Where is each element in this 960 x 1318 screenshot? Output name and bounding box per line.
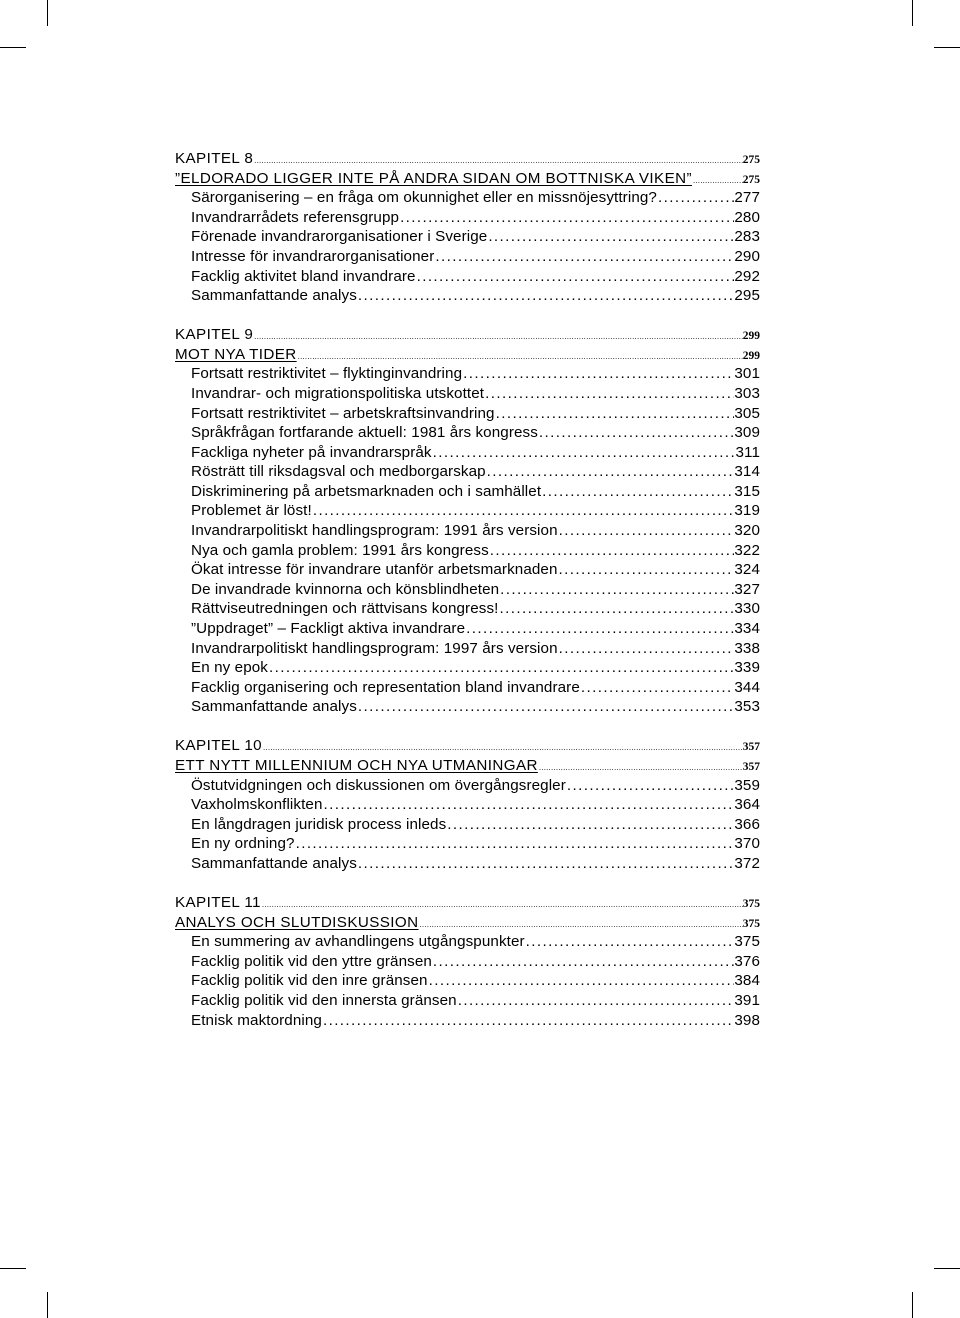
dot-leader: [295, 834, 735, 854]
toc-page-number: 311: [735, 443, 760, 461]
dot-leader: [489, 541, 735, 561]
dot-leader: [357, 286, 734, 306]
toc-page-number: 299: [742, 349, 760, 362]
toc-page-number: 320: [734, 522, 760, 540]
toc-page-number: 277: [734, 189, 760, 207]
toc-entry[interactable]: [175, 364, 760, 384]
toc-title: Facklig aktivitet bland invandrare: [191, 267, 416, 285]
toc-page-number: 357: [742, 741, 760, 754]
dot-leader: [357, 854, 734, 874]
toc-page-number: 375: [742, 897, 760, 910]
toc-title: Rättviseutredningen och rättvisans kongress!: [191, 600, 499, 618]
toc-page-number: 319: [734, 502, 760, 520]
toc-page-number: 353: [734, 698, 760, 716]
dot-leader: [462, 364, 734, 384]
toc-entry[interactable]: [175, 932, 760, 952]
toc-chapter-heading[interactable]: [175, 893, 760, 913]
toc-title: ”ELDORADO LIGGER INTE PÅ ANDRA SIDAN OM BOTTNISKA VIKEN”: [175, 169, 692, 187]
toc-page-number: 299: [742, 330, 760, 343]
toc-entry[interactable]: [175, 776, 760, 796]
toc-chapter-heading[interactable]: [175, 169, 760, 189]
dot-leader: [487, 227, 734, 247]
toc-entry[interactable]: [175, 599, 760, 619]
toc-chapter-heading[interactable]: [175, 149, 760, 169]
toc-title: Fackliga nyheter på invandrarspråk: [191, 443, 432, 461]
toc-page-number: 366: [734, 815, 760, 833]
toc-entry[interactable]: [175, 971, 760, 991]
toc-title: ANALYS OCH SLUTDISKUSSION: [175, 913, 419, 931]
toc-page-number: 315: [734, 482, 760, 500]
toc-page-number: 376: [734, 952, 760, 970]
toc-page-number: 283: [734, 228, 760, 246]
dot-leader: [541, 482, 734, 502]
dot-leader: [434, 247, 734, 267]
toc-page-number: 357: [742, 761, 760, 773]
toc-page-number: 305: [734, 404, 760, 422]
toc-title: En summering av avhandlingens utgångspunkter: [191, 933, 525, 951]
toc-title: Etnisk maktordning: [191, 1011, 322, 1029]
toc-page-number: 275: [742, 154, 760, 166]
toc-page-number: 375: [734, 933, 760, 951]
toc-entry[interactable]: [175, 462, 760, 482]
dot-leader: [538, 423, 734, 443]
dot-leader: [457, 991, 735, 1011]
dot-leader: [498, 599, 734, 619]
toc-title: ETT NYTT MILLENNIUM OCH NYA UTMANINGAR: [175, 757, 538, 774]
toc-page-number: 372: [734, 854, 760, 872]
crop-mark-top-right-h: [934, 47, 960, 48]
crop-mark-bottom-right-v: [912, 1292, 913, 1318]
toc-title: Intresse för invandrarorganisationer: [191, 247, 435, 265]
dot-leader: [495, 404, 735, 424]
table-of-contents: [175, 149, 760, 1030]
dot-leader: [558, 639, 735, 659]
dot-leader: [558, 521, 735, 541]
toc-entry[interactable]: [175, 423, 760, 443]
toc-entry[interactable]: [175, 619, 760, 639]
toc-entry[interactable]: [175, 208, 760, 228]
dot-leader: [465, 619, 734, 639]
dot-leader: [566, 776, 734, 796]
toc-entry[interactable]: [175, 658, 760, 678]
toc-entry[interactable]: [175, 639, 760, 659]
toc-page-number: 314: [734, 463, 760, 481]
toc-title: Sammanfattande analys: [191, 287, 357, 305]
toc-entry[interactable]: [175, 560, 760, 580]
toc-title: Ökat intresse för invandrare utanför arbetsmarknaden: [191, 561, 558, 579]
toc-page-number: 364: [734, 796, 760, 814]
toc-title: En ny epok: [191, 659, 268, 677]
toc-entry[interactable]: [175, 501, 760, 521]
dot-leader: [432, 443, 736, 463]
dot-leader: [323, 795, 735, 815]
dot-leader: [525, 932, 735, 952]
toc-page-number: 334: [734, 620, 760, 638]
dot-leader: [657, 188, 734, 208]
toc-title: Invandrar- och migrationspolitiska utskottet: [191, 384, 485, 402]
toc-entry[interactable]: [175, 854, 760, 874]
toc-title: ”Uppdraget” – Fackligt aktiva invandrare: [191, 620, 466, 638]
toc-entry[interactable]: [175, 795, 760, 815]
toc-title: Fortsatt restriktivitet – flyktinginvandring: [191, 365, 463, 383]
toc-page-number: 290: [734, 247, 760, 265]
toc-entry[interactable]: [175, 1011, 760, 1031]
toc-entry[interactable]: [175, 247, 760, 267]
toc-page-number: 384: [734, 972, 760, 990]
toc-entry[interactable]: [175, 267, 760, 287]
toc-title: Östutvidgningen och diskussionen om övergångsregler: [191, 776, 566, 794]
toc-entry[interactable]: [175, 227, 760, 247]
dot-leader: [446, 815, 734, 835]
dot-leader: [312, 501, 735, 521]
toc-title: En långdragen juridisk process inleds: [191, 815, 447, 833]
dot-leader: [322, 1011, 734, 1031]
toc-page-number: 292: [734, 267, 760, 285]
toc-entry[interactable]: [175, 952, 760, 972]
toc-entry[interactable]: [175, 815, 760, 835]
toc-page-number: 338: [734, 639, 760, 657]
toc-title: Språkfrågan fortfarande aktuell: 1981 års kongress: [191, 424, 538, 442]
section-spacer: [175, 874, 760, 893]
toc-title: Nya och gamla problem: 1991 års kongress: [191, 541, 489, 559]
toc-chapter-heading[interactable]: [175, 345, 760, 365]
toc-title: Facklig politik vid den inre gränsen: [191, 972, 428, 990]
toc-page-number: 391: [734, 991, 760, 1009]
toc-title: Facklig politik vid den innersta gränsen: [191, 991, 457, 1009]
crop-mark-top-left-h: [0, 47, 26, 48]
toc-page-number: 280: [734, 208, 760, 226]
toc-page-number: 339: [734, 659, 760, 677]
toc-entry[interactable]: [175, 541, 760, 561]
toc-title: Särorganisering – en fråga om okunnighet eller en missnöjesyttring?: [191, 189, 657, 207]
toc-entry[interactable]: [175, 188, 760, 208]
toc-title: De invandrade kvinnorna och könsblindheten: [191, 580, 500, 598]
toc-entry[interactable]: [175, 443, 760, 463]
dot-leader: [268, 658, 734, 678]
toc-entry[interactable]: [175, 286, 760, 306]
toc-page-number: 344: [734, 678, 760, 696]
toc-page-number: 324: [734, 561, 760, 579]
toc-entry[interactable]: [175, 521, 760, 541]
toc-title: Diskriminering på arbetsmarknaden och i samhället: [191, 482, 542, 500]
toc-entry[interactable]: [175, 678, 760, 698]
toc-entry[interactable]: [175, 991, 760, 1011]
toc-page-number: 375: [742, 917, 760, 930]
toc-title: KAPITEL 9: [175, 326, 254, 344]
toc-title: KAPITEL 8: [175, 150, 254, 167]
dot-leader: [486, 462, 735, 482]
toc-page-number: 309: [734, 424, 760, 442]
dot-leader: [499, 580, 734, 600]
toc-page-number: 398: [734, 1011, 760, 1029]
crop-mark-mid-right-h: [934, 1268, 960, 1269]
toc-title: Vaxholmskonflikten: [191, 796, 323, 814]
toc-title: MOT NYA TIDER: [175, 345, 297, 363]
toc-title: Facklig organisering och representation bland invandrare: [191, 678, 580, 696]
dot-leader: [357, 697, 734, 717]
toc-title: Förenade invandrarorganisationer i Sverige: [191, 228, 488, 246]
toc-entry[interactable]: [175, 404, 760, 424]
section-spacer: [175, 306, 760, 325]
toc-title: En ny ordning?: [191, 835, 295, 853]
dot-leader: [484, 384, 734, 404]
toc-title: Fortsatt restriktivitet – arbetskraftsinvandring: [191, 404, 495, 422]
dot-leader: [558, 560, 735, 580]
toc-entry[interactable]: [175, 697, 760, 717]
toc-entry[interactable]: [175, 384, 760, 404]
toc-page-number: 301: [734, 365, 760, 383]
toc-title: Invandrarrådets referensgrupp: [191, 208, 400, 226]
toc-page-number: 322: [734, 541, 760, 559]
toc-entry[interactable]: [175, 482, 760, 502]
crop-mark-bottom-left-v: [47, 1292, 48, 1318]
toc-page-number: 327: [734, 580, 760, 598]
toc-title: KAPITEL 10: [175, 737, 263, 755]
toc-title: Invandrarpolitiskt handlingsprogram: 1997 års version: [191, 639, 558, 657]
toc-title: KAPITEL 11: [175, 893, 261, 911]
dot-leader: [428, 971, 735, 991]
toc-page-number: 359: [734, 776, 760, 794]
crop-mark-top-right-v: [912, 0, 913, 26]
toc-chapter-heading[interactable]: [175, 913, 760, 933]
dot-leader: [416, 267, 735, 287]
dot-leader: [580, 678, 734, 698]
dot-leader: [399, 208, 734, 228]
toc-entry[interactable]: [175, 834, 760, 854]
crop-mark-mid-left-h: [0, 1268, 26, 1269]
toc-title: Rösträtt till riksdagsval och medborgarskap: [191, 463, 486, 481]
toc-title: Facklig politik vid den yttre gränsen: [191, 952, 432, 970]
section-spacer: [175, 717, 760, 736]
toc-page-number: 370: [734, 835, 760, 853]
toc-title: Sammanfattande analys: [191, 698, 357, 716]
toc-page-number: 330: [734, 600, 760, 618]
toc-chapter-heading[interactable]: [175, 325, 760, 345]
toc-entry[interactable]: [175, 580, 760, 600]
toc-page-number: 275: [742, 173, 760, 186]
dot-leader: [432, 952, 734, 972]
toc-page-number: 295: [734, 287, 760, 305]
toc-page-number: 303: [734, 384, 760, 402]
toc-chapter-heading[interactable]: [175, 736, 760, 756]
toc-chapter-heading[interactable]: [175, 756, 760, 776]
toc-title: Problemet är löst!: [191, 502, 312, 520]
toc-title: Invandrarpolitiskt handlingsprogram: 1991 års version: [191, 522, 558, 540]
crop-mark-top-left-v: [47, 0, 48, 26]
toc-title: Sammanfattande analys: [191, 854, 357, 872]
